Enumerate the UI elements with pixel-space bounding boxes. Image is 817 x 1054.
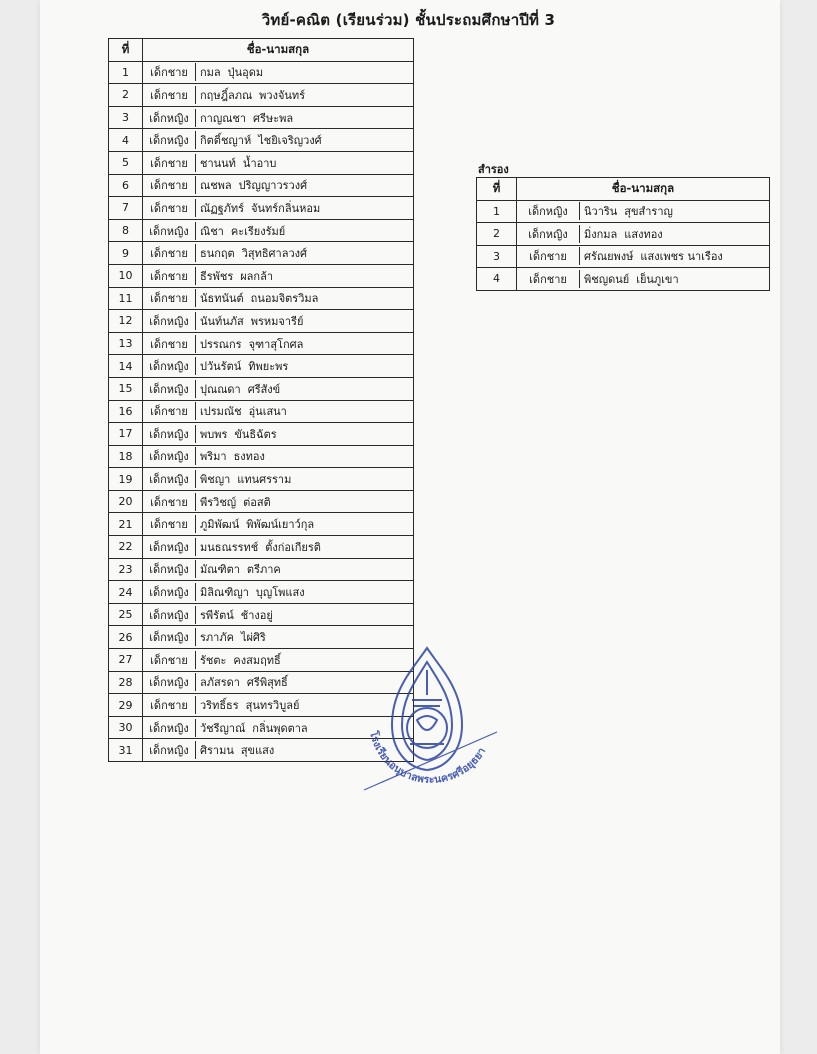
name-prefix: เด็กหญิง: [143, 447, 196, 465]
student-name: รัชตะ คงสมฤทธิ์: [200, 653, 281, 667]
student-name-cell: [143, 219, 414, 242]
row-number: 4: [109, 129, 143, 152]
student-name: มิลิณฑิญา บุญโพแสง: [200, 586, 305, 600]
student-name: กิตติ์ชญาห์ ไชยิเจริญวงศ์: [200, 134, 322, 148]
row-number: 27: [109, 649, 143, 672]
school-seal: [352, 640, 502, 810]
name-prefix: เด็กหญิง: [143, 312, 196, 330]
row-number: 1: [477, 200, 517, 223]
row-number: 29: [109, 694, 143, 717]
student-name-cell: [143, 513, 414, 536]
student-name-cell: [143, 490, 414, 513]
name-prefix: เด็กชาย: [143, 493, 196, 511]
row-number: 6: [109, 174, 143, 197]
student-name: วัชรีญาณ์ กลิ่นพุดตาล: [200, 721, 308, 735]
student-name: ปุณณดา ศรีสังข์: [200, 382, 281, 396]
row-number: 16: [109, 400, 143, 423]
name-prefix: เด็กชาย: [143, 86, 196, 104]
student-name: พริมา ธงทอง: [200, 450, 265, 464]
table-row: [109, 468, 414, 491]
student-name-cell: [143, 197, 414, 220]
page-title: วิทย์-คณิต (เรียนร่วม) ชั้นประถมศึกษาปีที่ 3: [261, 11, 556, 29]
student-name-cell: [143, 129, 414, 152]
table-row: [109, 174, 414, 197]
table-row: [477, 268, 770, 291]
table-row: [109, 151, 414, 174]
name-prefix: เด็กหญิง: [143, 560, 196, 578]
student-name: ศรัณยพงษ์ แสงเพชร นาเรือง: [584, 250, 723, 264]
table-row: [477, 200, 770, 223]
name-prefix: เด็กหญิง: [517, 202, 580, 220]
name-prefix: เด็กหญิง: [143, 357, 196, 375]
student-name: ณัฏฐภัทร์ จันทร์กลิ่นหอม: [200, 201, 321, 215]
student-name-cell: [517, 245, 770, 268]
row-number: 7: [109, 197, 143, 220]
name-prefix: เด็กชาย: [517, 247, 580, 265]
student-name: พิชญดนย์ เย็นภูเขา: [584, 272, 679, 286]
student-name-cell: [517, 268, 770, 291]
name-prefix: เด็กชาย: [143, 335, 196, 353]
row-number: 24: [109, 581, 143, 604]
student-name: วริทธิ์ธร สุนทรวิบูลย์: [200, 699, 300, 713]
student-name-cell: [143, 242, 414, 265]
row-number: 14: [109, 355, 143, 378]
table-row: [109, 310, 414, 333]
name-prefix: เด็กชาย: [143, 515, 196, 533]
name-prefix: เด็กชาย: [143, 176, 196, 194]
student-name: เปรมณัช อุ่นเสนา: [200, 405, 287, 419]
name-prefix: เด็กหญิง: [143, 719, 196, 737]
row-number: 4: [477, 268, 517, 291]
row-number: 10: [109, 264, 143, 287]
header-no: ที่: [109, 39, 143, 62]
student-name-cell: [143, 264, 414, 287]
student-name-cell: [143, 581, 414, 604]
row-number: 25: [109, 603, 143, 626]
table-row: [477, 245, 770, 268]
table-row: [109, 129, 414, 152]
student-name: ปรรณกร จุฑาสุโกศล: [200, 337, 304, 351]
student-name: ธีรพัชร ผลกล้า: [200, 269, 274, 283]
student-name: พบพร ขันธิฉัตร: [200, 427, 277, 441]
row-number: 21: [109, 513, 143, 536]
row-number: 9: [109, 242, 143, 265]
name-prefix: เด็กหญิง: [143, 673, 196, 691]
name-prefix: เด็กหญิง: [143, 628, 196, 646]
name-prefix: เด็กชาย: [517, 270, 580, 288]
table-row: [477, 223, 770, 246]
header-name: ชื่อ-นามสกุล: [143, 39, 414, 62]
row-number: 2: [109, 84, 143, 107]
student-name-cell: [143, 84, 414, 107]
student-name-cell: [143, 536, 414, 559]
table-row: [109, 536, 414, 559]
student-name-cell: [143, 603, 414, 626]
student-name: ณิชา คะเรียงรัมย์: [200, 224, 286, 238]
row-number: 20: [109, 490, 143, 513]
table-row: [109, 197, 414, 220]
table-row: [109, 513, 414, 536]
table-row: [109, 558, 414, 581]
student-name: กฤษฎิ์ลภณ พวงจันทร์: [200, 88, 306, 102]
table-row: [109, 287, 414, 310]
student-name: นิวาริน สุขสำราญ: [584, 205, 673, 219]
student-name-cell: [143, 468, 414, 491]
student-name: กมล ปุ่นอุดม: [200, 66, 264, 80]
name-prefix: เด็กหญิง: [143, 470, 196, 488]
row-number: 11: [109, 287, 143, 310]
row-number: 15: [109, 377, 143, 400]
table-header-row: [109, 39, 414, 62]
header-name: ชื่อ-นามสกุล: [517, 178, 770, 201]
name-prefix: เด็กหญิง: [143, 606, 196, 624]
seal-text: โรงเรียนอนุบาลพระนครศรีอยุธยา: [367, 729, 489, 786]
student-name-cell: [143, 151, 414, 174]
student-name: มัณฑิตา ตรีภาค: [200, 563, 281, 577]
reserve-list-table: [476, 177, 770, 291]
student-name-cell: [143, 332, 414, 355]
student-name: กาญณชา ศรีษะพล: [200, 111, 294, 125]
table-row: [109, 377, 414, 400]
row-number: 3: [477, 245, 517, 268]
table-row: [109, 264, 414, 287]
row-number: 30: [109, 716, 143, 739]
table-row: [109, 490, 414, 513]
row-number: 12: [109, 310, 143, 333]
student-name-cell: [143, 377, 414, 400]
row-number: 1: [109, 61, 143, 84]
table-row: [109, 603, 414, 626]
row-number: 28: [109, 671, 143, 694]
name-prefix: เด็กชาย: [143, 244, 196, 262]
table-row: [109, 84, 414, 107]
table-row: [109, 242, 414, 265]
table-row: [109, 445, 414, 468]
header-no: ที่: [477, 178, 517, 201]
student-name-cell: [143, 558, 414, 581]
table-row: [109, 581, 414, 604]
table-row: [109, 61, 414, 84]
student-name-cell: [143, 445, 414, 468]
row-number: 22: [109, 536, 143, 559]
table-row: [109, 332, 414, 355]
row-number: 31: [109, 739, 143, 762]
table-row: [109, 106, 414, 129]
student-name: มนธณรรทช์ ตั้งก่อเกียรติ: [200, 540, 321, 554]
table-row: [109, 423, 414, 446]
name-prefix: เด็กหญิง: [517, 225, 580, 243]
name-prefix: เด็กชาย: [143, 267, 196, 285]
table-row: [109, 219, 414, 242]
name-prefix: เด็กหญิง: [143, 425, 196, 443]
student-name-cell: [143, 400, 414, 423]
student-name: ณชพล ปริญญาวรวงศ์: [200, 179, 308, 193]
row-number: 17: [109, 423, 143, 446]
row-number: 2: [477, 223, 517, 246]
row-number: 3: [109, 106, 143, 129]
row-number: 5: [109, 151, 143, 174]
name-prefix: เด็กชาย: [143, 289, 196, 307]
student-name-cell: [143, 174, 414, 197]
name-prefix: เด็กหญิง: [143, 538, 196, 556]
student-name: ลภัสรดา ศรีพิสุทธิ์: [200, 676, 288, 690]
name-prefix: เด็กชาย: [143, 63, 196, 81]
table-row: [109, 355, 414, 378]
student-name: มิ่งกมล แสงทอง: [584, 227, 663, 241]
name-prefix: เด็กหญิง: [143, 131, 196, 149]
name-prefix: เด็กหญิง: [143, 109, 196, 127]
student-name: รภาภัค ไผ่ศิริ: [200, 631, 266, 645]
student-name-cell: [143, 423, 414, 446]
name-prefix: เด็กหญิง: [143, 583, 196, 601]
name-prefix: เด็กชาย: [143, 199, 196, 217]
name-prefix: เด็กชาย: [143, 402, 196, 420]
student-name: ภูมิพัฒน์ พิพัฒน์เยาว์กุล: [200, 518, 315, 532]
student-name: รพีรัตน์ ช้างอยู่: [200, 608, 273, 622]
student-name: นันท์นภัส พรหมจารีย์: [200, 314, 304, 328]
student-name-cell: [517, 223, 770, 246]
row-number: 23: [109, 558, 143, 581]
student-name: ธนกฤต วิสุทธิศาลวงศ์: [200, 247, 307, 261]
student-name: พีรวิชญ์ ต่อสติ: [200, 495, 271, 509]
row-number: 8: [109, 219, 143, 242]
row-number: 26: [109, 626, 143, 649]
name-prefix: เด็กหญิง: [143, 380, 196, 398]
student-name-cell: [143, 310, 414, 333]
student-name: ศิรามน สุขแสง: [200, 744, 275, 758]
student-name-cell: [143, 61, 414, 84]
table-header-row: [477, 178, 770, 201]
name-prefix: เด็กชาย: [143, 696, 196, 714]
student-name: พิชญา แทนศรราม: [200, 473, 292, 487]
student-name-cell: [143, 106, 414, 129]
name-prefix: เด็กหญิง: [143, 222, 196, 240]
row-number: 13: [109, 332, 143, 355]
student-name: นัธทนันต์ ถนอมจิตรวิมล: [200, 292, 319, 306]
table-row: [109, 400, 414, 423]
name-prefix: เด็กหญิง: [143, 741, 196, 759]
student-name: ปวันรัตน์ ทิพยะพร: [200, 360, 289, 374]
student-name-cell: [143, 287, 414, 310]
row-number: 19: [109, 468, 143, 491]
name-prefix: เด็กชาย: [143, 651, 196, 669]
name-prefix: เด็กชาย: [143, 154, 196, 172]
student-name: ชานนท์ น้ำอาบ: [200, 156, 277, 170]
student-name-cell: [143, 355, 414, 378]
reserve-label: สำรอง: [478, 163, 509, 176]
row-number: 18: [109, 445, 143, 468]
student-name-cell: [517, 200, 770, 223]
